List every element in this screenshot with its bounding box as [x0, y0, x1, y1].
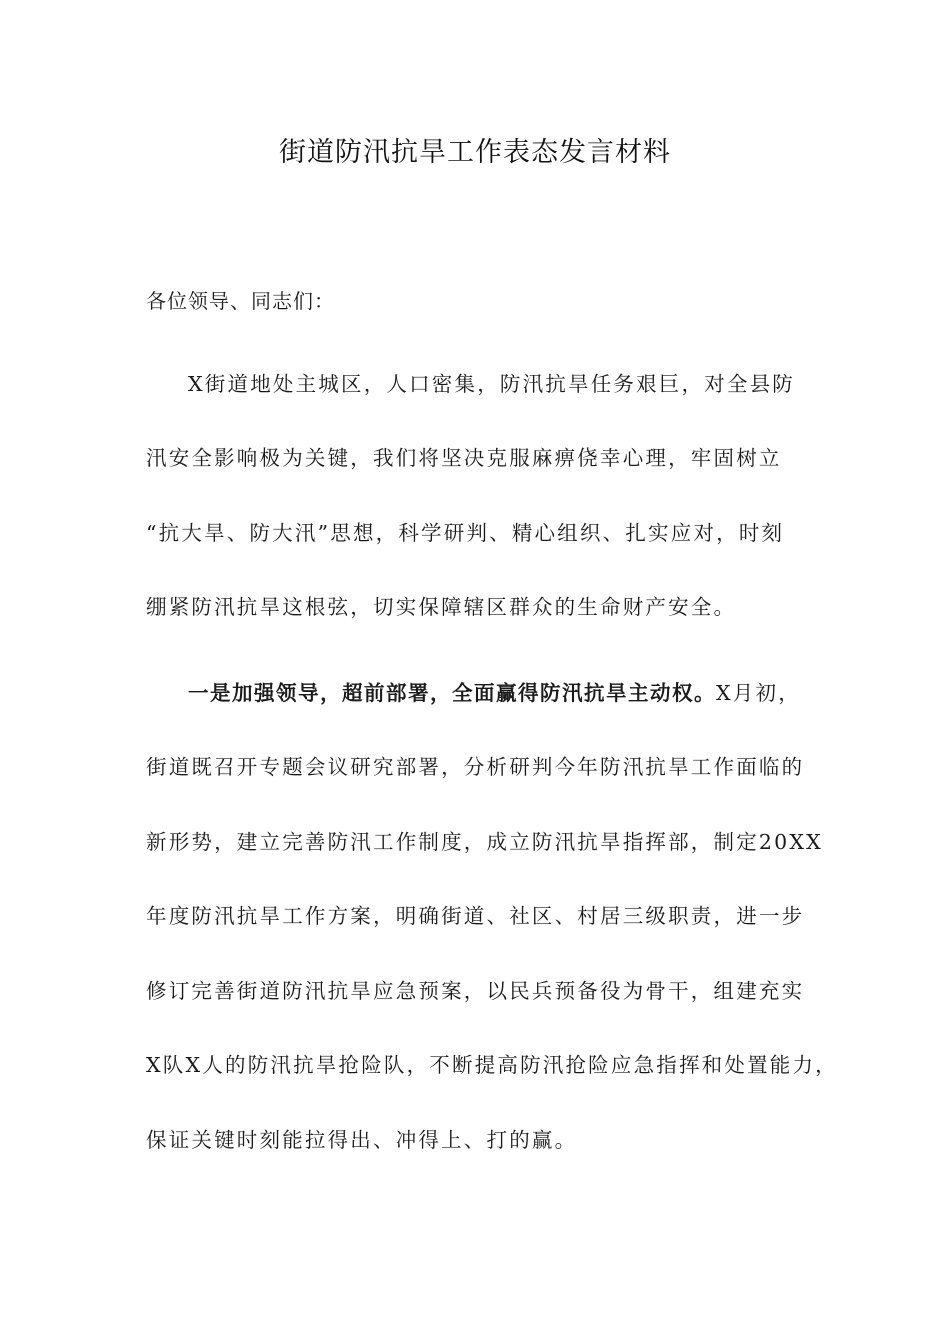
paragraph-2-line-4: 年度防汛抗旱工作方案，明确街道、社区、村居三级职责，进一步 — [146, 904, 805, 928]
paragraph-2-line-5: 修订完善街道防汛抗旱应急预案，以民兵预备役为骨干，组建充实 — [146, 979, 805, 1003]
paragraph-2-line-2: 街道既召开专题会议研究部署，分析研判今年防汛抗旱工作面临的 — [146, 755, 805, 779]
document-title: 街道防汛抗旱工作表态发言材料 — [279, 137, 671, 168]
paragraph-2-bold-lead: 一是加强领导，超前部署，全面赢得防汛抗旱主动权。 — [188, 681, 716, 705]
paragraph-1-line-3: “抗大旱、防大汛”思想，科学研判、精心组织、扎实应对，时刻 — [146, 521, 785, 545]
paragraph-2-line-7: 保证关键时刻能拉得出、冲得上、打的赢。 — [146, 1128, 578, 1152]
paragraph-1-line-1: X街道地处主城区，人口密集，防汛抗旱任务艰巨，对全县防 — [188, 372, 795, 396]
paragraph-2-line-1 — [188, 675, 801, 711]
paragraph-1-line-2: 汛安全影响极为关键，我们将坚决克服麻痹侥幸心理，牢固树立 — [146, 446, 782, 470]
paragraph-2-line-3: 新形势，建立完善防汛工作制度，成立防汛抗旱指挥部，制定20XX — [146, 830, 823, 854]
salutation: 各位领导、同志们： — [146, 289, 335, 313]
paragraph-2-first-line-rest: X月初， — [716, 681, 801, 705]
paragraph-2-line-6: X队X人的防汛抗旱抢险队，不断提高防汛抢险应急指挥和处置能力， — [146, 1053, 838, 1077]
paragraph-1-line-4: 绷紧防汛抗旱这根弦，切实保障辖区群众的生命财产安全。 — [146, 595, 737, 619]
